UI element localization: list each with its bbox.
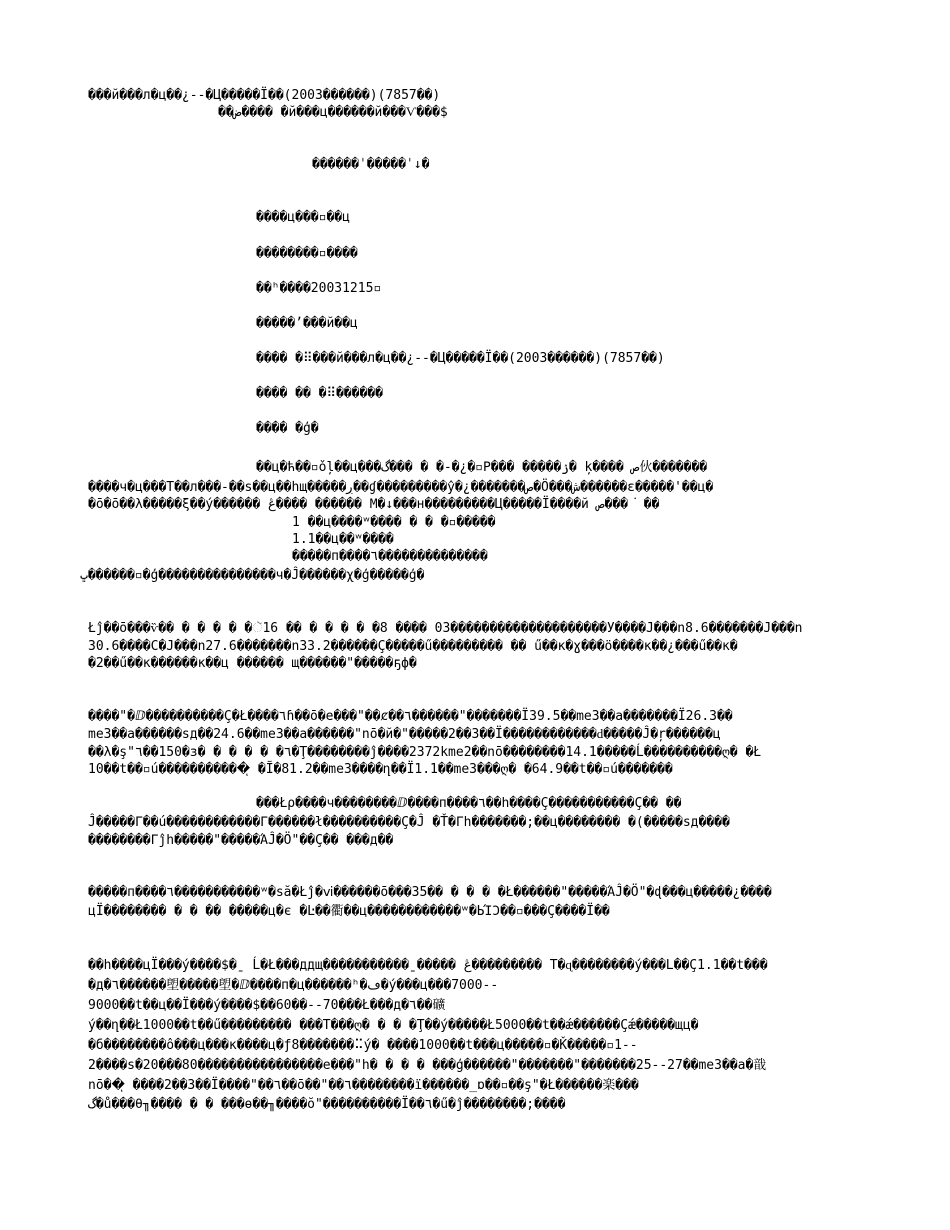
field-2: ��������▫���� xyxy=(256,246,358,261)
list-item-2: 1.1��ц��ʷ���� xyxy=(292,532,394,547)
para-f-line-6: 2����ѕ�20���80����������������е���"h� � � � ���ģ������"�������"�������25--27��me3��а�戠 xyxy=(88,1058,767,1073)
field-5: ���� �⠿���й���л�ц��¿--�Ц�����Ї��(2003������)(7857��) xyxy=(256,351,665,366)
para-f-line-7: nō��ͅ ����2��3��Ї����"��٦��ō��"��٦��������ï������_ɒ��▫��ş"�Ł������楽��� xyxy=(88,1078,639,1093)
header-line-2: ��ض���� �й���ц������й���Ѵ���$ xyxy=(218,105,448,120)
para-c-line-3: ��λ�ş"٦��150�з� � � � � �٦�Ţ��������ĵ����2372kme2��nō��������14.1�����Ĺ����������ღ� �Ł xyxy=(88,745,762,760)
para-b-line-3: �2��ű��к������к��ц ������ щ������"�����ҕф� xyxy=(88,656,417,671)
para-f-line-2: �д�٦������塱�����塱�ⅅ����п�ц������ʰ�ڡ�ý���ц���7000-- xyxy=(88,978,499,993)
para-b-line-1: Łĵ��ō���ѷ�� � � � � �ૅ16 �� � � � � �8 ���� 03��������������������У����Ј���n8.6�������Ј���n xyxy=(88,621,803,636)
header-line-1: ���й���л�ц��¿--�Ц�����Ї��(2003������)(7857��) xyxy=(88,88,441,103)
para-f-line-8: گ�ů���θ╖���� � � ���ɵ��╖����ŏ"����������Ї��٦�ű�ĵ��������;���� xyxy=(88,1097,566,1112)
para-a-line-3: �ō�ō��λ�����ξ��ý������ ڠ���� ������ Μ�↓���н���������Ц�����Ї����й ص��� ͘�� xyxy=(88,497,660,512)
para-e-line-2: цЇ�������� � � �� �����ц�є �Ŀ��衢��ц������������ʷ�ЬΊϽ��▫���Ç����Ї�� xyxy=(88,904,610,919)
para-d-line-1: ���Łρ����ч��������ⅅ����п����٦��h����Ç�����������Ç�� �� xyxy=(256,796,682,811)
field-1: ����ц���▫��ц xyxy=(256,210,350,225)
field-6: ���� �� �⠿������ xyxy=(256,386,383,401)
para-a-line-2: ����ч�ц���Т��л���-��ѕ��ц��һщ�����ڔ��ɠ���������ŷ�¿�������ص�Ö���ش������ε�����'��ц� xyxy=(88,480,714,495)
para-e-line-1: �����п����٦�����������ʷ�ѕă�Łĵ�ⅵ������ō���35�� � � � �Ł������"�����ΆĴ�Ö"�ɖ���ц�����¿���� xyxy=(88,885,772,900)
list-item-1: 1 ��ц����ʷ���� � � �▫����� xyxy=(292,515,496,530)
para-a-line-4: ڀ������▫�ģ���������������ч�Ĵ������χ�ģ�����ģ� xyxy=(80,568,425,583)
section-title: ������ˈ�����ˈ↓� xyxy=(312,157,430,172)
para-f-line-3: 9000��t��ц��Ї���ý����$��60��--70���Ł���д�٦��礦 xyxy=(88,998,446,1013)
para-f-line-5: �б��������ô���ц���к����ц�ƒ8�������⠭ý� ����1000��t���ц�����▫�Ǩ�����▫1-- xyxy=(88,1038,638,1053)
para-c-line-1: ����"�ⅅ����������Ç�Ł����٦ɦ��ō�е���"��ȼ��٦������"�������Ї39.5��me3��а�������Ї26.3�� xyxy=(88,709,733,724)
para-d-line-2: Ĵ�����Γ��ú������������Γ������ł����������Ç�Ĵ �Ť�Γh�������;��ц�������� �(�����ѕд���� xyxy=(88,815,730,830)
list-item-3: �����п����٦�������������� xyxy=(292,549,488,564)
para-b-line-2: 30.6����С�Ј���n27.6�������n33.2������Ç�����ű��������� �� ű��к�ɣ���ö����к��¿���ű��к� xyxy=(88,639,738,654)
para-f-line-4: ý��ղ��Ł1000��t��ű��������� ���Т���ღ� � � �Ţ��ý�����Ł5000��t��ǽ������Çǽ�����щц� xyxy=(88,1018,699,1033)
field-4: �����ʼ���й��ц xyxy=(256,316,358,331)
field-7: ���� �ģ� xyxy=(256,421,319,436)
para-a-line-1: ��ц�ћ��▫ǒļ��ц���گ��� � �-�¿�▫Ρ��� �����ۯ� ķ���� ص伙������� xyxy=(256,460,708,475)
para-c-line-4: 10��t��▫ú�����������ͅ �Ĩ�81.2��me3����ղ��Ї1.1��me3���ღ� �64.9��t��▫ú������� xyxy=(88,762,673,777)
para-c-line-2: me3��а������ѕд��24.6��me3��а������"nō�й�"�����2��3��Ї������������ԁ�����Ĵ�ŗ������ц xyxy=(88,727,721,742)
para-d-line-3: ��������Γĵh�����"�����ΆĴ�Ö"��Ç�� ���д�� xyxy=(88,833,394,848)
field-3: ��ʰ����20031215▫ xyxy=(256,281,382,296)
para-f-line-1: ��h����цЇ���ý����$�ˍ Ĺ�Ł���ддщ�����������ˍ����� ڠ��������� Т�ɋ��������ý���L��Ç1.1��t��� xyxy=(88,958,768,973)
